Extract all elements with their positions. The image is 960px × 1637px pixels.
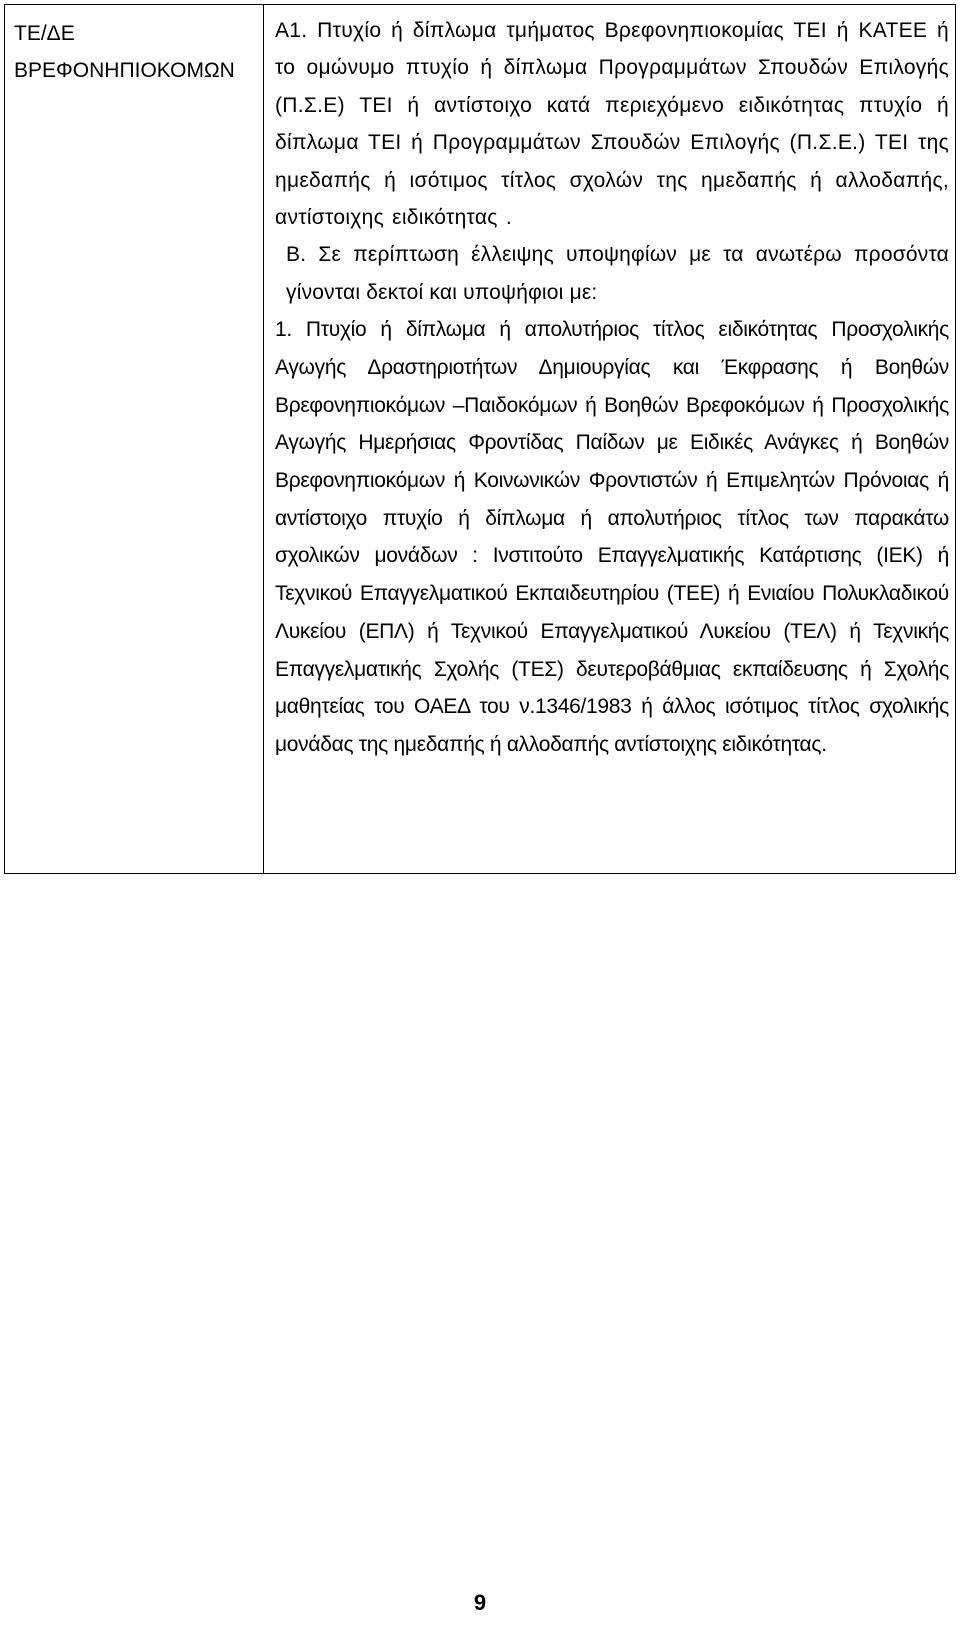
qualifications-cell: [264, 5, 956, 874]
page-number: 9: [473, 1590, 487, 1615]
qualification-b-paragraph: Β. Σε περίπτωση έλλειψης υποψηφίων με τα ανωτέρω προσόντα γίνονται δεκτοί και υποψήφιοι με:: [286, 243, 949, 304]
specialty-cell: [5, 5, 264, 874]
table-row: [5, 5, 956, 874]
qualification-1-paragraph: 1. Πτυχίο ή δίπλωμα ή απολυτήριος τίτλος ειδικότητας Προσχολικής Αγωγής Δραστηριοτήτων Δημιουργίας και Έκφρασης ή Βοηθών Βρεφονηπιοκόμων –Παιδοκόμων ή Βοηθών Βρεφοκόμων ή Προσχολικής Αγωγής Ημερήσιας Φροντίδας Παίδων με Ειδικές Ανάγκες ή Βοηθών Βρεφονηπιοκόμων ή Κοινωνικών Φροντιστών ή Επιμελητών Πρόνοιας ή αντίστοιχο πτυχίο ή δίπλωμα ή απολυτήριος τίτλος των παρακάτω σχολικών μονάδων : Ινστιτούτο Επαγγελματικής Κατάρτισης (ΙΕΚ) ή Τεχνικού Επαγγελματικού Εκπαιδευτηρίου (ΤΕΕ) ή Ενιαίου Πολυκλαδικού Λυκείου (ΕΠΛ) ή Τεχνικού Επαγγελματικού Λυκείου (ΤΕΛ) ή Τεχνικής Επαγγελματικής Σχολής (ΤΕΣ) δευτεροβάθμιας εκπαίδευσης ή Σχολής μαθητείας του ΟΑΕΔ του ν.1346/1983 ή άλλος ισότιμος τίτλος σχολικής μονάδας της ημεδαπής ή αλλοδαπής αντίστοιχης ειδικότητας.: [275, 318, 949, 756]
qualifications-table: [4, 4, 956, 874]
specialty-label: ΤΕ/ΔΕ ΒΡΕΦΟΝΗΠΙΟΚΟΜΩΝ: [14, 22, 235, 82]
qualifications-content: [264, 5, 955, 764]
qualification-a1-paragraph: Α1. Πτυχίο ή δίπλωμα τμήματος Βρεφονηπιοκομίας ΤΕΙ ή ΚΑΤΕΕ ή το ομώνυμο πτυχίο ή δίπλωμα Προγραμμάτων Σπουδών Επιλογής (Π.Σ.Ε) ΤΕΙ ή αντίστοιχο κατά περιεχόμενο ειδικότητας πτυχίο ή δίπλωμα ΤΕΙ ή Προγραμμάτων Σπουδών Επιλογής (Π.Σ.Ε.) ΤΕΙ της ημεδαπής ή ισότιμος τίτλος σχολών της ημεδαπής ή αλλοδαπής, αντίστοιχης ειδικότητας .: [275, 19, 949, 230]
